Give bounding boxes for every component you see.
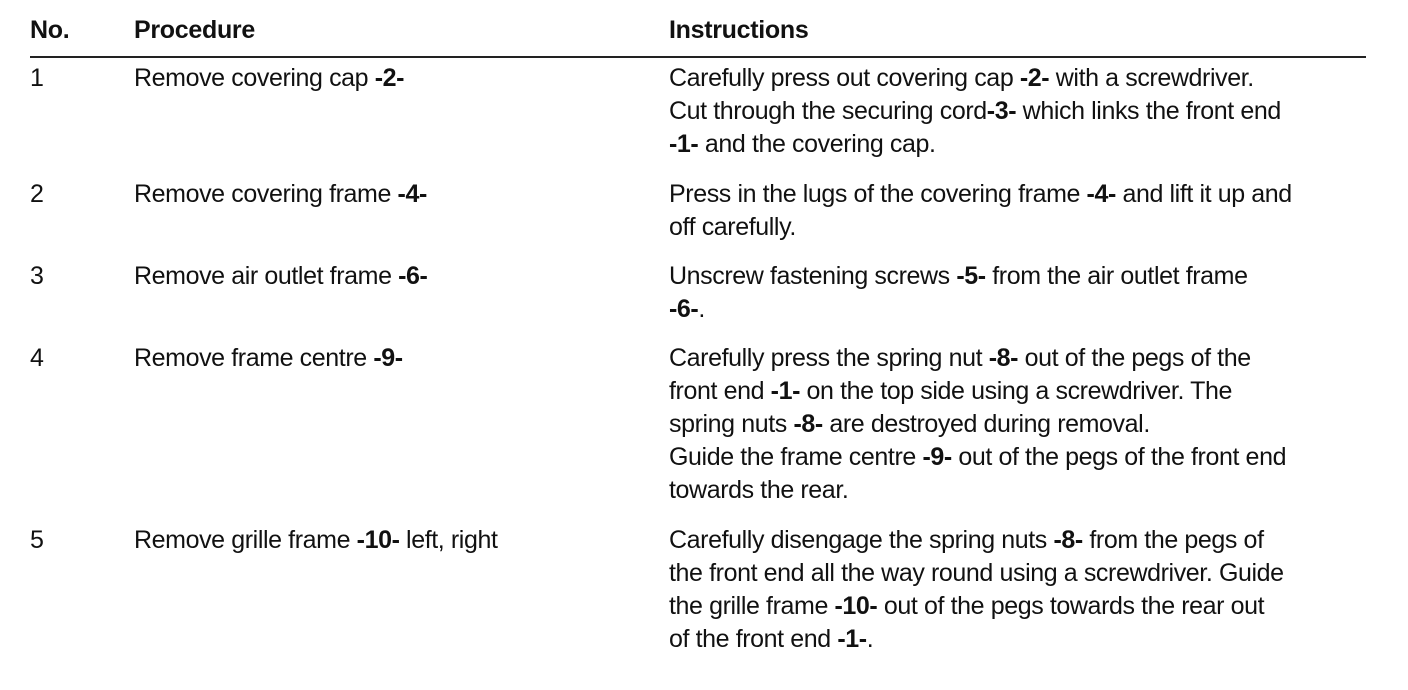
procedure-table: [30, 0, 1366, 653]
text-run: Remove frame centre: [134, 344, 374, 372]
text-run: from the pegs of: [1082, 526, 1264, 554]
part-reference: -9-: [373, 344, 403, 372]
instructions-cell: [669, 342, 1366, 507]
procedure-cell: [134, 178, 654, 211]
text-run: off carefully.: [669, 213, 796, 241]
text-run: Remove covering frame: [134, 180, 398, 208]
text-run: .: [698, 295, 705, 323]
part-reference: -4-: [1086, 180, 1116, 208]
part-reference: -3-: [986, 97, 1017, 125]
instruction-line: [669, 293, 1366, 326]
table-row: [30, 342, 1366, 507]
text-run: the grille frame: [669, 592, 835, 620]
procedure-cell: [134, 342, 654, 375]
text-run: on the top side using a screwdriver. The: [800, 377, 1233, 405]
header-no: No.: [30, 16, 70, 44]
instruction-line: [669, 260, 1366, 293]
text-run: front end: [669, 377, 771, 405]
instruction-line: [669, 62, 1366, 95]
text-run: are destroyed during removal.: [822, 410, 1150, 438]
instruction-line: [669, 211, 1366, 244]
text-run: Carefully press the spring nut: [669, 344, 989, 372]
table-row: [30, 178, 1366, 244]
text-run: Guide the frame centre: [669, 443, 923, 471]
table-row: [30, 62, 1366, 161]
instructions-cell: [669, 62, 1366, 161]
header-procedure: Procedure: [134, 16, 255, 44]
text-run: from the air outlet frame: [985, 262, 1248, 290]
instruction-line: [669, 524, 1366, 557]
part-reference: -1-: [770, 377, 800, 405]
text-run: Carefully press out covering cap: [669, 64, 1020, 92]
text-run: the front end all the way round using a screwdriver. Guide: [669, 559, 1284, 587]
table-row: [30, 524, 1366, 656]
row-number: 1: [30, 64, 44, 92]
text-run: Remove air outlet frame: [134, 262, 399, 290]
text-run: and lift it up and: [1115, 180, 1292, 208]
instructions-cell: [669, 178, 1366, 244]
part-reference: -9-: [922, 443, 952, 471]
row-number: 4: [30, 344, 44, 372]
text-run: towards the rear.: [669, 476, 849, 504]
part-reference: -1-: [837, 625, 867, 653]
part-reference: -8-: [1053, 526, 1083, 554]
text-run: Cut through the securing cord: [669, 97, 987, 125]
part-reference: -5-: [956, 262, 986, 290]
text-run: and the covering cap.: [698, 130, 936, 158]
text-run: of the front end: [669, 625, 838, 653]
row-number: 5: [30, 526, 44, 554]
text-run: left, right: [399, 526, 498, 554]
row-number: 3: [30, 262, 44, 290]
instruction-line: [669, 342, 1366, 375]
instruction-line: [669, 178, 1366, 211]
instruction-line: [669, 474, 1366, 507]
part-reference: -10-: [356, 526, 400, 554]
part-reference: -8-: [988, 344, 1019, 372]
instruction-line: [669, 95, 1366, 128]
text-run: with a screwdriver.: [1049, 64, 1254, 92]
part-reference: -6-: [669, 295, 699, 323]
part-reference: -2-: [374, 64, 405, 92]
instruction-paragraph: [669, 62, 1366, 95]
text-run: .: [866, 625, 874, 653]
instruction-line: [669, 441, 1366, 474]
table-header: [30, 0, 1366, 58]
part-reference: -4-: [397, 180, 427, 208]
procedure-cell: [134, 524, 654, 557]
instruction-paragraph: [669, 441, 1366, 507]
instruction-line: [669, 408, 1366, 441]
part-reference: -10-: [834, 592, 878, 620]
part-reference: -8-: [793, 410, 823, 438]
procedure-cell: [134, 260, 654, 293]
instruction-paragraph: [669, 178, 1366, 244]
instruction-line: [669, 590, 1366, 623]
text-run: Remove covering cap: [134, 64, 375, 92]
instruction-line: [669, 557, 1366, 590]
text-run: spring nuts: [669, 410, 794, 438]
procedure-cell: [134, 62, 654, 95]
text-run: out of the pegs of the: [1018, 344, 1251, 372]
instruction-line: [669, 128, 1366, 161]
instructions-cell: [669, 524, 1366, 656]
instruction-line: [669, 375, 1366, 408]
text-run: Remove grille frame: [134, 526, 357, 554]
text-run: which links the front end: [1016, 97, 1281, 125]
part-reference: -6-: [398, 262, 428, 290]
part-reference: -1-: [669, 130, 699, 158]
row-number: 2: [30, 180, 44, 208]
instruction-paragraph: [669, 260, 1366, 326]
instruction-line: [669, 623, 1366, 656]
text-run: Press in the lugs of the covering frame: [669, 180, 1087, 208]
text-run: out of the pegs of the front end: [951, 443, 1287, 471]
part-reference: -2-: [1019, 64, 1050, 92]
instruction-paragraph: [669, 342, 1366, 441]
text-run: out of the pegs towards the rear out: [877, 592, 1265, 620]
text-run: Unscrew fastening screws: [669, 262, 957, 290]
instructions-cell: [669, 260, 1366, 326]
text-run: Carefully disengage the spring nuts: [669, 526, 1054, 554]
table-row: [30, 260, 1366, 326]
instruction-paragraph: [669, 524, 1366, 656]
instruction-paragraph: [669, 95, 1366, 161]
header-instructions: Instructions: [669, 16, 809, 44]
